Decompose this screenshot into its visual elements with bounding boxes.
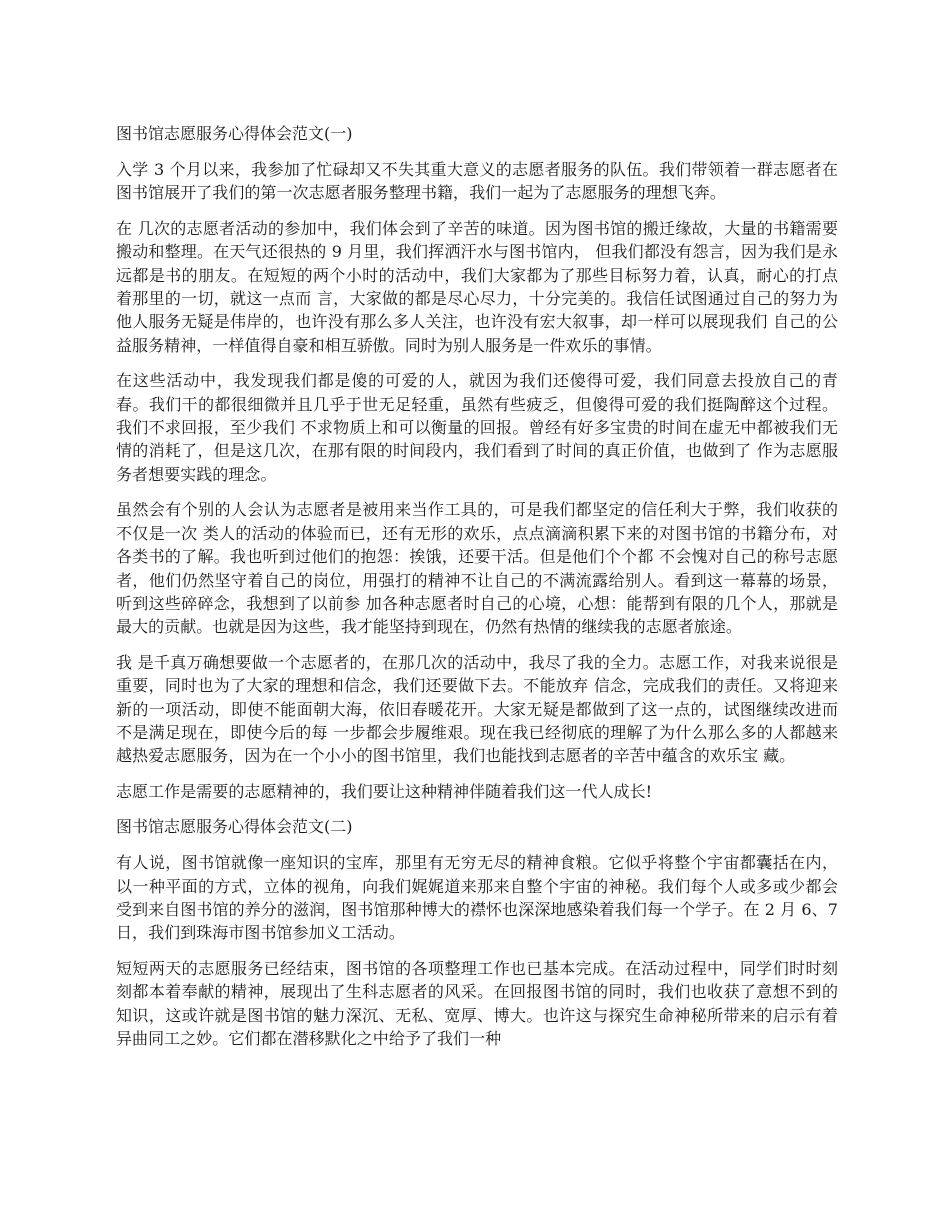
section-heading-2: 图书馆志愿服务心得体会范文(二) xyxy=(116,817,353,837)
paragraph-1-6: 志愿工作是需要的志愿精神的，我们要让这种精神伴随着我们这一代人成长! xyxy=(116,781,653,801)
paragraph-1-4: 虽然会有个别的人会认为志愿者是被用来当作工具的，可是我们都坚定的信任利大于弊，我们收获的不仅是一次 类人的活动的体验而已，还有无形的欢乐，点点滴滴积累下来的对图书馆的书籍分布，对各类书的了解。我也听到过他们的抱怨：挨饿，还要干活。但是他们个个都 不会愧对自己的称号志愿者，他们仍然坚守着自己的岗位，用强打的精神不让自己的不满流露给别人。看到这一幕幕的场景，听到这些碎碎念，我想到了以前参 加各种志愿者时自己的心境，心想：能帮到有限的几个人，那就是最大的贡献。也就是因为这些，我才能坚持到现在，仍然有热情的继续我的志愿者旅途。 xyxy=(116,500,838,637)
section-heading-1: 图书馆志愿服务心得体会范文(一) xyxy=(116,124,353,143)
document-page xyxy=(116,122,838,1062)
paragraph-2-1: 有人说，图书馆就像一座知识的宝库，那里有无穷无尽的精神食粮。它似乎将整个宇宙都囊括在内，以一种平面的方式，立体的视角，向我们娓娓道来那来自整个宇宙的神秘。我们每个人或多或少都会受到来自图书馆的养分的滋润，图书馆那种博大的襟怀也深深地感染着我们每一个学子。在 2 月 6、7 日，我们到珠海市图书馆参加义工活动。 xyxy=(116,853,838,943)
paragraph-1-3: 在这些活动中，我发现我们都是傻的可爱的人，就因为我们还傻得可爱，我们同意去投放自己的青春。我们干的都很细微并且几乎于世无足轻重，虽然有些疲乏，但傻得可爱的我们挺陶醉这个过程。我们不求回报，至少我们 不求物质上和可以衡量的回报。曾经有好多宝贵的时间在虚无中都被我们无情的消耗了，但是这几次，在那有限的时间段内，我们看到了时间的真正价值，也做到了 作为志愿服务者想要实践的理念。 xyxy=(116,371,838,484)
paragraph-2-2: 短短两天的志愿服务已经结束，图书馆的各项整理工作也已基本完成。在活动过程中，同学们时时刻刻都本着奉献的精神，展现出了生科志愿者的风采。在回报图书馆的同时，我们也收获了意想不到的知识，这或许就是图书馆的魅力深沉、无私、宽厚、博大。也许这与探究生命神秘所带来的启示有着异曲同工之妙。它们都在潜移默化之中给予了我们一种 xyxy=(116,958,838,1048)
paragraph-1-1: 入学 3 个月以来，我参加了忙碌却又不失其重大意义的志愿者服务的队伍。我们带领着一群志愿者在图书馆展开了我们的第一次志愿者服务整理书籍，我们一起为了志愿服务的理想飞奔。 xyxy=(116,160,838,203)
paragraph-1-5: 我 是千真万确想要做一个志愿者的，在那几次的活动中，我尽了我的全力。志愿工作，对我来说很是重要，同时也为了大家的理想和信念，我们还要做下去。不能放弃 信念，完成我们的责任。又将迎来新的一项活动，即使不能面朝大海，依旧春暖花开。大家无疑是都做到了这一点的，试图继续改进而不是满足现在，即使今后的每 一步都会步履维艰。现在我已经彻底的理解了为什么那么多的人都越来越热爱志愿服务，因为在一个小小的图书馆里，我们也能找到志愿者的辛苦中蕴含的欢乐宝 藏。 xyxy=(116,652,838,766)
paragraph-1-2: 在 几次的志愿者活动的参加中，我们体会到了辛苦的味道。因为图书馆的搬迁缘故，大量的书籍需要搬动和整理。在天气还很热的 9 月里，我们挥洒汗水与图书馆内， 但我们都没有怨言，因为我们是永远都是书的朋友。在短短的两个小时的活动中，我们大家都为了那些目标努力着，认真，耐心的打点着那里的一切，就这一点而 言，大家做的都是尽心尽力，十分完美的。我信任试图通过自己的努力为他人服务无疑是伟岸的，也许没有那么多人关注，也许没有宏大叙事，却一样可以展现我们 自己的公益服务精神，一样值得自豪和相互骄傲。同时为别人服务是一件欢乐的事情。 xyxy=(116,218,838,355)
